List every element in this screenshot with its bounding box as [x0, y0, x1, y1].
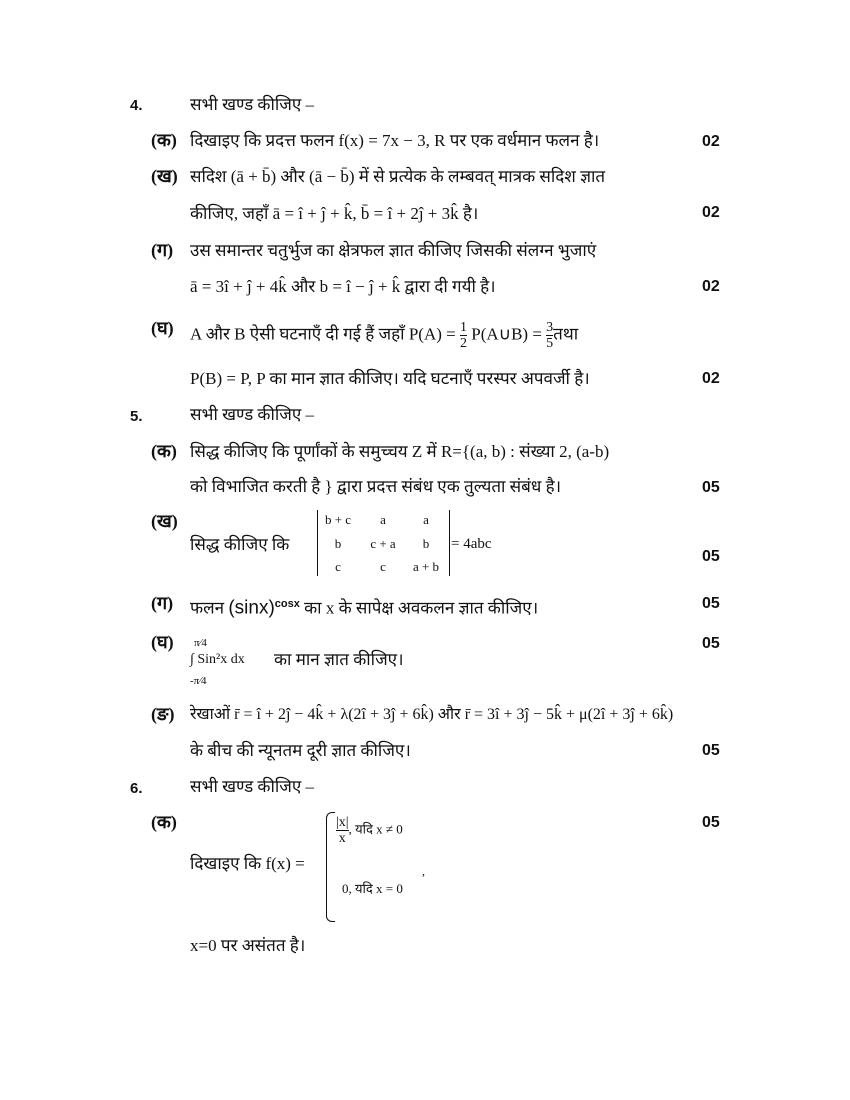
integral-expression: ∫ Sin²x dx [190, 652, 245, 667]
determinant [317, 510, 450, 576]
question-number: 6. [130, 780, 143, 797]
sub-label: (घ) [151, 632, 174, 652]
integral-upper-limit: π⁄4 [194, 637, 207, 649]
text-segment: A और B ऐसी घटनाएँ दी गई हैं जहाँ P(A) = [190, 324, 456, 344]
determinant-result: = 4abc [451, 536, 492, 552]
denominator: x [338, 831, 346, 846]
sub-label: (ग) [151, 240, 174, 260]
question-number: 4. [130, 97, 143, 114]
marks: 05 [702, 814, 720, 831]
denominator: 5 [546, 336, 554, 351]
matrix-cell: c [335, 559, 341, 574]
sub-label: (ग) [151, 593, 174, 613]
marks: 02 [702, 204, 720, 221]
denominator: 2 [459, 336, 467, 351]
marks: 02 [702, 133, 720, 150]
text-segment: तथा [553, 324, 579, 344]
question-text [190, 320, 578, 351]
numerator: 3 [546, 320, 554, 335]
question-text [190, 593, 538, 620]
matrix-cell: b + c [324, 512, 352, 527]
math-base: (sinx) [228, 597, 275, 619]
question-text: सिद्ध कीजिए कि [190, 535, 290, 554]
sub-label: (ङ) [151, 704, 175, 724]
matrix-cell: a [423, 512, 429, 527]
matrix-cell: a + b [412, 559, 440, 574]
matrix-cell: a [380, 512, 386, 527]
sub-label: (क) [151, 812, 177, 832]
fraction [336, 815, 349, 846]
condition: , यदि x ≠ 0 [348, 821, 403, 837]
question-text: सदिश (ā + b̄) और (ā − b̄) में से प्रत्येक के लम्बवत् मात्रक सदिश ज्ञात [190, 167, 606, 186]
question-text: P(B) = P, P का मान ज्ञात कीजिए। यदि घटनाएँ परस्पर अपवर्जी है। [190, 369, 590, 388]
sub-label: (क) [151, 130, 177, 150]
question-title: सभी खण्ड कीजिए – [190, 777, 315, 796]
matrix-cell: c + a [370, 536, 396, 551]
sub-label: (घ) [151, 318, 174, 338]
text-segment: P(A∪B) = [471, 324, 542, 344]
piecewise-case-2: 0, यदि x = 0 [342, 881, 403, 896]
question-text: उस समान्तर चतुर्भुज का क्षेत्रफल ज्ञात कीजिए जिसकी संलग्न भुजाएं [190, 241, 597, 260]
fraction [460, 320, 467, 351]
marks: 05 [702, 595, 720, 612]
marks: 05 [702, 548, 720, 565]
matrix-cell: b [334, 536, 342, 551]
question-text: कीजिए, जहाँ ā = î + ĵ + k̂, b̄ = î + 2ĵ + 3k̂ है। [190, 204, 479, 223]
math-exponent: cosx [274, 598, 300, 610]
marks: 02 [702, 370, 720, 387]
numerator: 1 [459, 320, 467, 335]
question-text: का मान ज्ञात कीजिए। [274, 650, 404, 669]
sub-label: (ख) [151, 511, 178, 531]
question-title: सभी खण्ड कीजिए – [190, 405, 315, 424]
question-title: सभी खण्ड कीजिए – [190, 95, 315, 114]
question-text: रेखाओं r̄ = î + 2ĵ − 4k̂ + λ(2î + 3ĵ + 6k̂) और r̄ = 3î + 3ĵ − 5k̂ + μ(2î + 3ĵ + 6k̂) [190, 706, 674, 723]
text-segment: का x के सापेक्ष अवकलन ज्ञात कीजिए। [299, 598, 539, 618]
question-text: ā = 3î + ĵ + 4k̂ और b = î − ĵ + k̂ द्वारा दी गयी है। [190, 277, 496, 296]
marks: 05 [702, 635, 720, 652]
comma: , [422, 864, 425, 878]
sub-label: (क) [151, 441, 177, 461]
piecewise-brace [326, 812, 335, 922]
matrix-cell: c [380, 559, 386, 574]
question-text: को विभाजित करती है } द्वारा प्रदत्त संबंध एक तुल्यता संबंध है। [190, 477, 562, 496]
integral-lower-limit: -π⁄4 [190, 675, 207, 687]
marks: 02 [702, 278, 720, 295]
question-text: के बीच की न्यूनतम दूरी ज्ञात कीजिए। [190, 741, 411, 760]
question-text: दिखाइए कि प्रदत्त फलन f(x) = 7x − 3, R पर एक वर्धमान फलन है। [190, 131, 600, 150]
sub-label: (ख) [151, 166, 178, 186]
question-text: दिखाइए कि f(x) = [190, 854, 305, 873]
question-text: x=0 पर असंतत है। [190, 936, 306, 955]
text-segment: फलन [190, 598, 229, 618]
matrix-cell: b [422, 536, 430, 551]
question-number: 5. [130, 408, 143, 425]
marks: 05 [702, 742, 720, 759]
numerator: |x| [336, 815, 349, 830]
marks: 05 [702, 479, 720, 496]
piecewise-case-1 [336, 815, 403, 846]
question-text: सिद्ध कीजिए कि पूर्णांकों के समुच्चय Z में R={(a, b) : संख्या 2, (a-b) [190, 442, 610, 461]
